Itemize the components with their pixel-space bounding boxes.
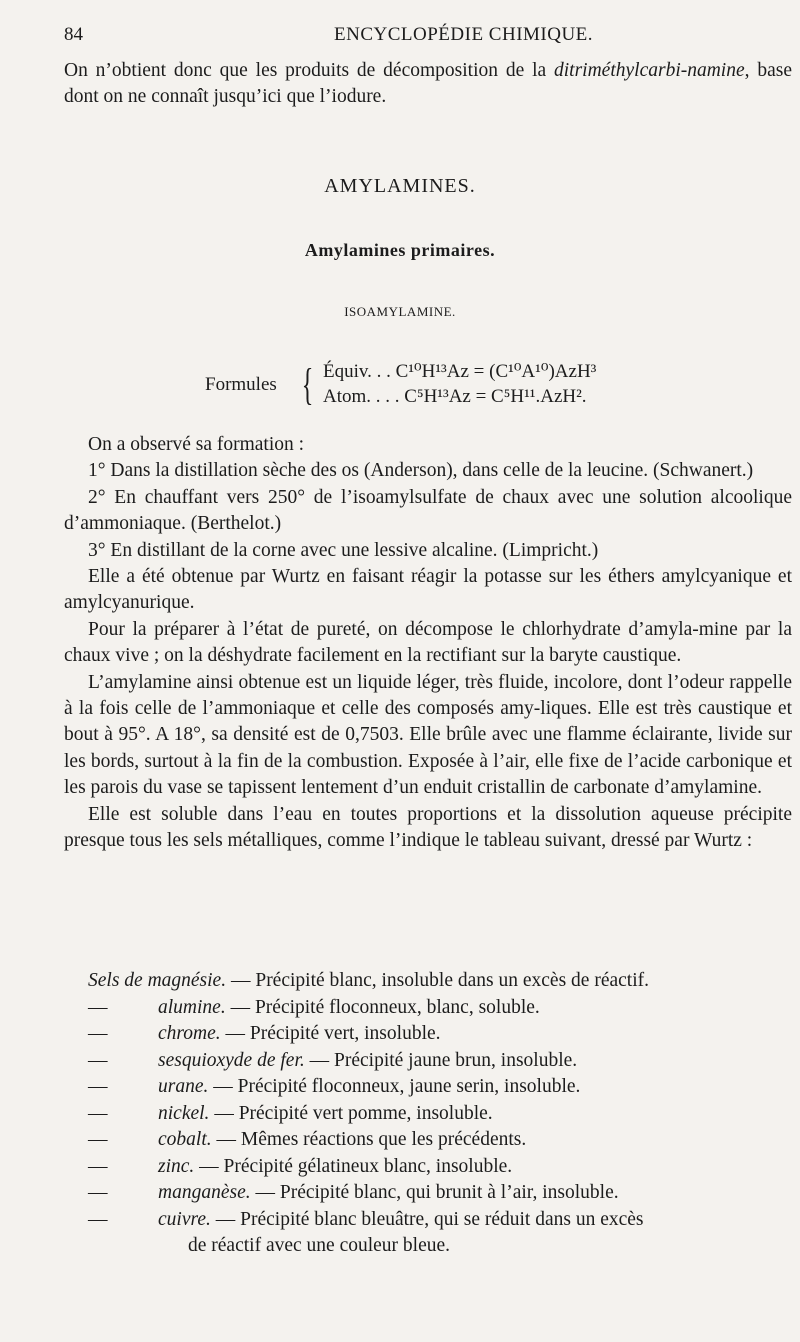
salt-name: cuivre. [158, 1208, 211, 1230]
list-item [88, 1074, 792, 1101]
paragraph: 1° Dans la distillation sèche des os (Anderson), dans celle de la leucine. (Schwanert.) [88, 460, 754, 482]
subsection-title: Amylamines primaires. [304, 240, 496, 260]
intro-text: On n’obtient donc que les produits de décomposition de la [64, 60, 554, 81]
salt-name: zinc. [158, 1155, 195, 1177]
ditto-dash: — [88, 1208, 108, 1230]
salt-result: — Précipité vert, insoluble. [220, 1023, 441, 1044]
salt-result: — Précipité jaune brun, insoluble. [304, 1049, 578, 1071]
salt-name: manganèse. [158, 1182, 251, 1203]
compound-title: ISOAMYLAMINE. [344, 304, 456, 319]
salt-name: cobalt. [158, 1129, 212, 1150]
salt-result: — Précipité floconneux, blanc, soluble. [225, 996, 540, 1018]
intro-paragraph [64, 58, 792, 111]
body-text [64, 432, 792, 855]
salt-result: — Précipité blanc bleuâtre, qui se réduit dans un excès [210, 1208, 644, 1230]
salt-name: chrome. [158, 1023, 221, 1044]
paragraph: On a observé sa formation : [88, 434, 305, 455]
salt-result: — Mêmes réactions que les précédents. [211, 1129, 527, 1150]
compound-name: ditriméthylcarbi-namine [554, 60, 745, 81]
ditto-dash: — [88, 996, 108, 1018]
list-item [88, 1101, 792, 1128]
section-title: AMYLAMINES. [324, 175, 476, 197]
ditto-dash: — [88, 1023, 108, 1044]
salt-result: — Précipité blanc, insoluble dans un excès de réactif. [226, 970, 649, 991]
ditto-dash: — [88, 1182, 108, 1203]
paragraph: 2° En chauffant vers 250° de l’isoamylsulfate de chaux avec une solution alcoolique d’ammoniaque. (Berthelot.) [64, 486, 792, 535]
list-item-continuation [88, 1233, 792, 1260]
salt-result-continuation: de réactif avec une couleur bleue. [188, 1235, 451, 1256]
ditto-dash: — [88, 1076, 108, 1097]
salt-result: — Précipité blanc, qui brunit à l’air, insoluble. [250, 1182, 619, 1203]
ditto-dash: — [88, 1129, 108, 1150]
salt-result: — Précipité vert pomme, insoluble. [209, 1102, 493, 1124]
page-number: 84 [64, 24, 83, 45]
list-item [88, 1180, 792, 1207]
paragraph: 3° En distillant de la corne avec une lessive alcaline. (Limpricht.) [88, 539, 599, 561]
list-item [88, 995, 792, 1022]
paragraph: Elle est soluble dans l’eau en toutes proportions et la dissolution aqueuse précipite presque tous les sels métalliques, comme l’indique le tableau suivant, dressé par Wurtz : [64, 803, 792, 852]
running-title: ENCYCLOPÉDIE CHIMIQUE. [334, 24, 594, 45]
list-item [88, 1154, 792, 1181]
ditto-dash: — [88, 1155, 108, 1177]
salt-name: urane. [158, 1076, 209, 1097]
salts-table [88, 968, 792, 1260]
salt-result: — Précipité gélatineux blanc, insoluble. [194, 1155, 513, 1177]
formula-label: Formules [205, 374, 277, 395]
salt-name: nickel. [158, 1102, 210, 1124]
salt-name: alumine. [158, 996, 226, 1018]
list-item [88, 1048, 792, 1075]
formula-equiv: Équiv. . . C¹⁰H¹³Az = (C¹⁰A¹⁰)AzH³ [323, 361, 597, 382]
ditto-dash: — [88, 1102, 108, 1124]
brace-glyph: { [301, 360, 314, 409]
ditto-dash: — [88, 1049, 108, 1071]
formula-atom: Atom. . . . C⁵H¹³Az = C⁵H¹¹.AzH². [323, 386, 587, 407]
formula-block [205, 360, 685, 416]
paragraph: Elle a été obtenue par Wurtz en faisant réagir la potasse sur les éthers amylcyanique et amylcyanurique. [64, 566, 792, 614]
paragraph: L’amylamine ainsi obtenue est un liquide léger, très fluide, incolore, dont l’odeur rappelle à la fois celle de l’ammoniaque et celle des composés amy-liques. Elle est très caustique et bout à 95°. A 18°, sa densité est de 0,7503. Elle brûle avec une flamme éclairante, livide sur les bords, surtout à la fin de la combustion. Exposée à l’air, elle fixe de l’acide carbonique et les parois du vase se tapissent lentement d’un enduit cristallin de carbonate d’amylamine. [64, 671, 792, 799]
list-item [88, 1021, 792, 1048]
page-header [64, 24, 760, 48]
salt-name: sesquioxyde de fer. [158, 1049, 305, 1071]
intro-text-end: , base dont on ne connaît jusqu’ici que l’iodure. [64, 60, 793, 108]
list-item [88, 968, 792, 995]
list-item [88, 1127, 792, 1154]
salt-name: Sels de magnésie. [88, 970, 227, 991]
salt-result: — Précipité floconneux, jaune serin, insoluble. [208, 1076, 581, 1097]
list-item [88, 1207, 792, 1234]
paragraph: Pour la préparer à l’état de pureté, on décompose le chlorhydrate d’amyla-mine par la chaux vive ; on la déshydrate facilement en la rectifiant sur la baryte caustique. [64, 618, 792, 667]
